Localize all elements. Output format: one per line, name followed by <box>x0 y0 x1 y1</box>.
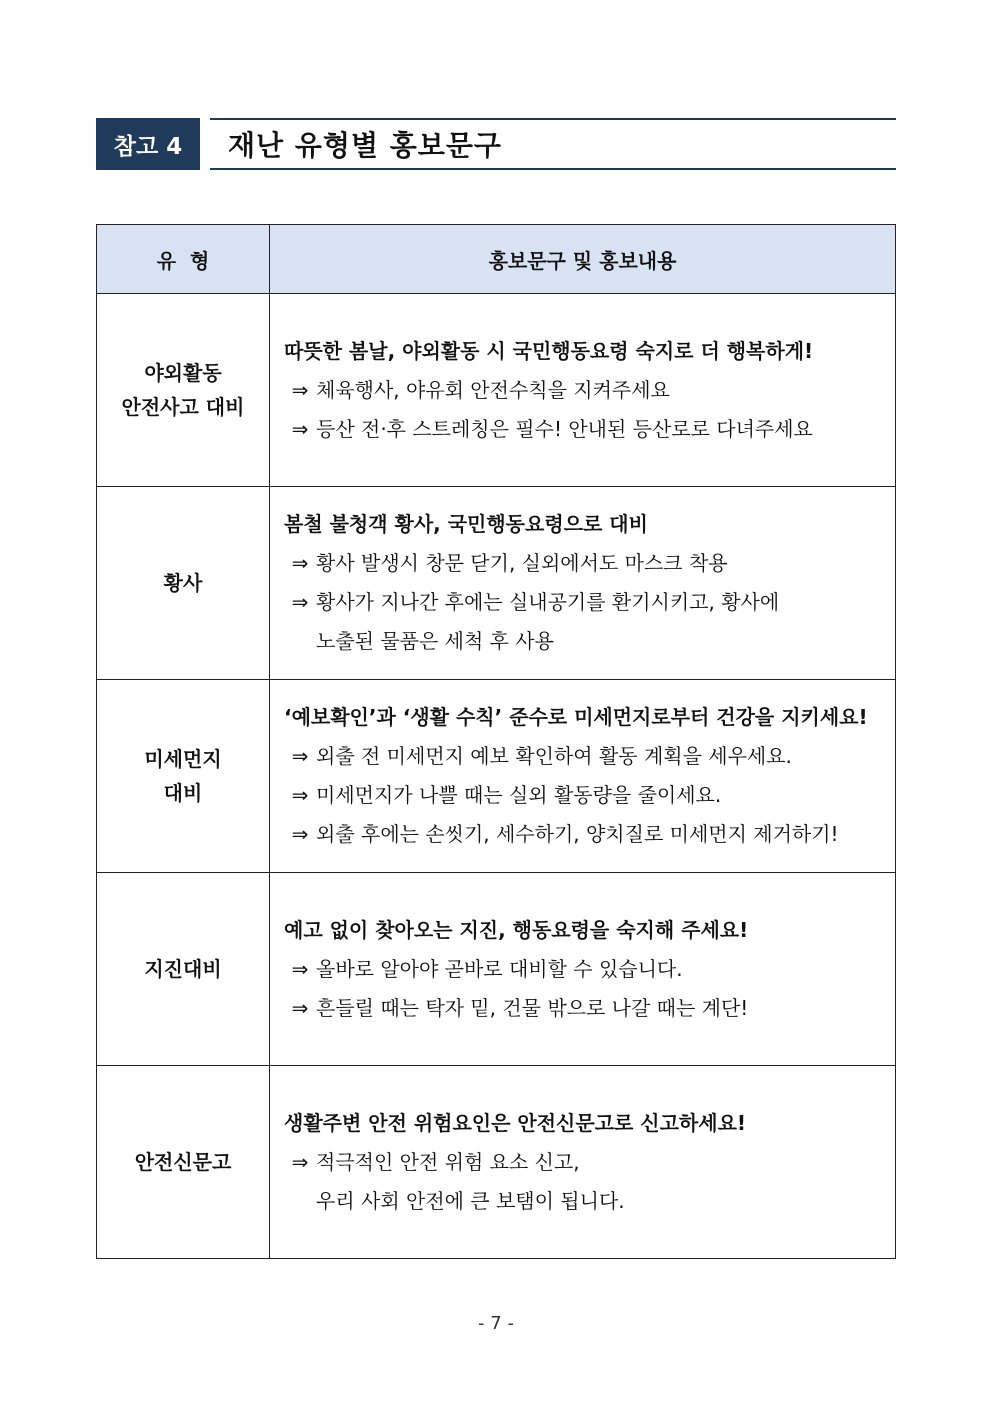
disaster-type-label: 황사 <box>163 571 203 595</box>
promo-headline: 봄철 불청객 황사, 국민행동요령으로 대비 <box>284 512 648 536</box>
section-header <box>96 118 896 170</box>
promo-item <box>284 815 895 854</box>
promo-item-text: 적극적인 안전 위험 요소 신고, <box>316 1149 580 1174</box>
promo-item-text: 황사가 지나간 후에는 실내공기를 환기시키고, 황사에 <box>316 590 780 614</box>
promo-headline: 예고 없이 찾아오는 지진, 행동요령을 숙지해 주세요! <box>284 917 749 942</box>
arrow-icon: ⇒ <box>291 590 309 614</box>
promo-item <box>284 1143 895 1221</box>
promo-item-text: 외출 후에는 손씻기, 세수하기, 양치질로 미세먼지 제거하기! <box>316 822 839 846</box>
disaster-type-label: 안전사고 대비 <box>121 395 245 419</box>
promo-item <box>284 371 895 410</box>
table-row <box>97 680 896 873</box>
page-number: - 7 - <box>478 1313 514 1334</box>
disaster-type-label: 대비 <box>163 781 203 805</box>
promo-item-text: 올바로 알아야 곧바로 대비할 수 있습니다. <box>316 956 683 981</box>
promo-item <box>284 776 895 815</box>
promo-item-text: 흔들릴 때는 탁자 밑, 건물 밖으로 나갈 때는 계단! <box>316 995 749 1020</box>
promo-item-text: 노출된 물품은 세척 후 사용 <box>316 629 554 653</box>
promo-item-text-block <box>316 815 839 854</box>
promo-table <box>96 224 896 1259</box>
promo-content-cell <box>270 487 896 680</box>
disaster-type-cell <box>97 680 270 873</box>
promo-item <box>284 950 895 989</box>
arrow-icon: ⇒ <box>291 416 309 441</box>
arrow-icon: ⇒ <box>291 1149 309 1174</box>
disaster-type-cell <box>97 873 270 1066</box>
arrow-icon: ⇒ <box>291 744 309 768</box>
reference-badge: 참고 4 <box>96 118 200 170</box>
disaster-type-cell <box>97 487 270 680</box>
promo-item-text-block <box>316 737 792 776</box>
promo-item <box>284 737 895 776</box>
promo-item <box>284 544 895 583</box>
disaster-type-cell <box>97 294 270 487</box>
promo-headline: 따뜻한 봄날, 야외활동 시 국민행동요령 숙지로 더 행복하게! <box>284 338 814 363</box>
promo-item <box>284 410 895 449</box>
promo-item-text: 황사 발생시 창문 닫기, 실외에서도 마스크 착용 <box>316 551 728 575</box>
promo-item-text-block <box>316 1143 625 1221</box>
disaster-type-label: 야외활동 <box>144 361 222 385</box>
promo-item-text-block <box>316 583 779 661</box>
arrow-icon: ⇒ <box>291 822 309 846</box>
promo-item-text: 외출 전 미세먼지 예보 확인하여 활동 계획을 세우세요. <box>316 744 792 768</box>
promo-content-cell <box>270 1066 896 1259</box>
arrow-icon: ⇒ <box>291 995 309 1020</box>
arrow-icon: ⇒ <box>291 956 309 981</box>
disaster-type-cell <box>97 1066 270 1259</box>
promo-item-text: 우리 사회 안전에 큰 보탬이 됩니다. <box>316 1188 625 1213</box>
promo-item-text: 미세먼지가 나쁠 때는 실외 활동량을 줄이세요. <box>316 783 722 807</box>
disaster-type-label: 미세먼지 <box>144 747 222 771</box>
promo-item-text-block <box>316 989 748 1028</box>
table-row <box>97 1066 896 1259</box>
promo-headline: ‘예보확인’과 ‘생활 수칙’ 준수로 미세먼지로부터 건강을 지키세요! <box>284 705 868 729</box>
column-header-content: 홍보문구 및 홍보내용 <box>270 225 896 294</box>
promo-item <box>284 989 895 1028</box>
arrow-icon: ⇒ <box>291 783 309 807</box>
promo-item-text-block <box>316 371 670 410</box>
promo-item-text: 체육행사, 야유회 안전수칙을 지켜주세요 <box>316 377 670 402</box>
promo-headline: 생활주변 안전 위험요인은 안전신문고로 신고하세요! <box>284 1110 747 1135</box>
promo-content-cell <box>270 680 896 873</box>
promo-item-text-block <box>316 410 813 449</box>
table-row <box>97 487 896 680</box>
table-row <box>97 873 896 1066</box>
arrow-icon: ⇒ <box>291 377 309 402</box>
arrow-icon: ⇒ <box>291 551 309 575</box>
promo-content-cell <box>270 873 896 1066</box>
table-header-row <box>97 225 896 294</box>
title-box <box>210 118 896 170</box>
promo-item-text: 등산 전·후 스트레칭은 필수! 안내된 등산로로 다녀주세요 <box>316 416 813 441</box>
page-title: 재난 유형별 홍보문구 <box>228 129 502 162</box>
disaster-type-label: 지진대비 <box>144 957 222 981</box>
promo-item-text-block <box>316 950 683 989</box>
promo-item-text-block <box>316 776 721 815</box>
promo-item-text-block <box>316 544 728 583</box>
promo-item <box>284 583 895 661</box>
promo-content-cell <box>270 294 896 487</box>
column-header-type: 유 형 <box>97 225 270 294</box>
table-row <box>97 294 896 487</box>
disaster-type-label: 안전신문고 <box>134 1150 232 1174</box>
